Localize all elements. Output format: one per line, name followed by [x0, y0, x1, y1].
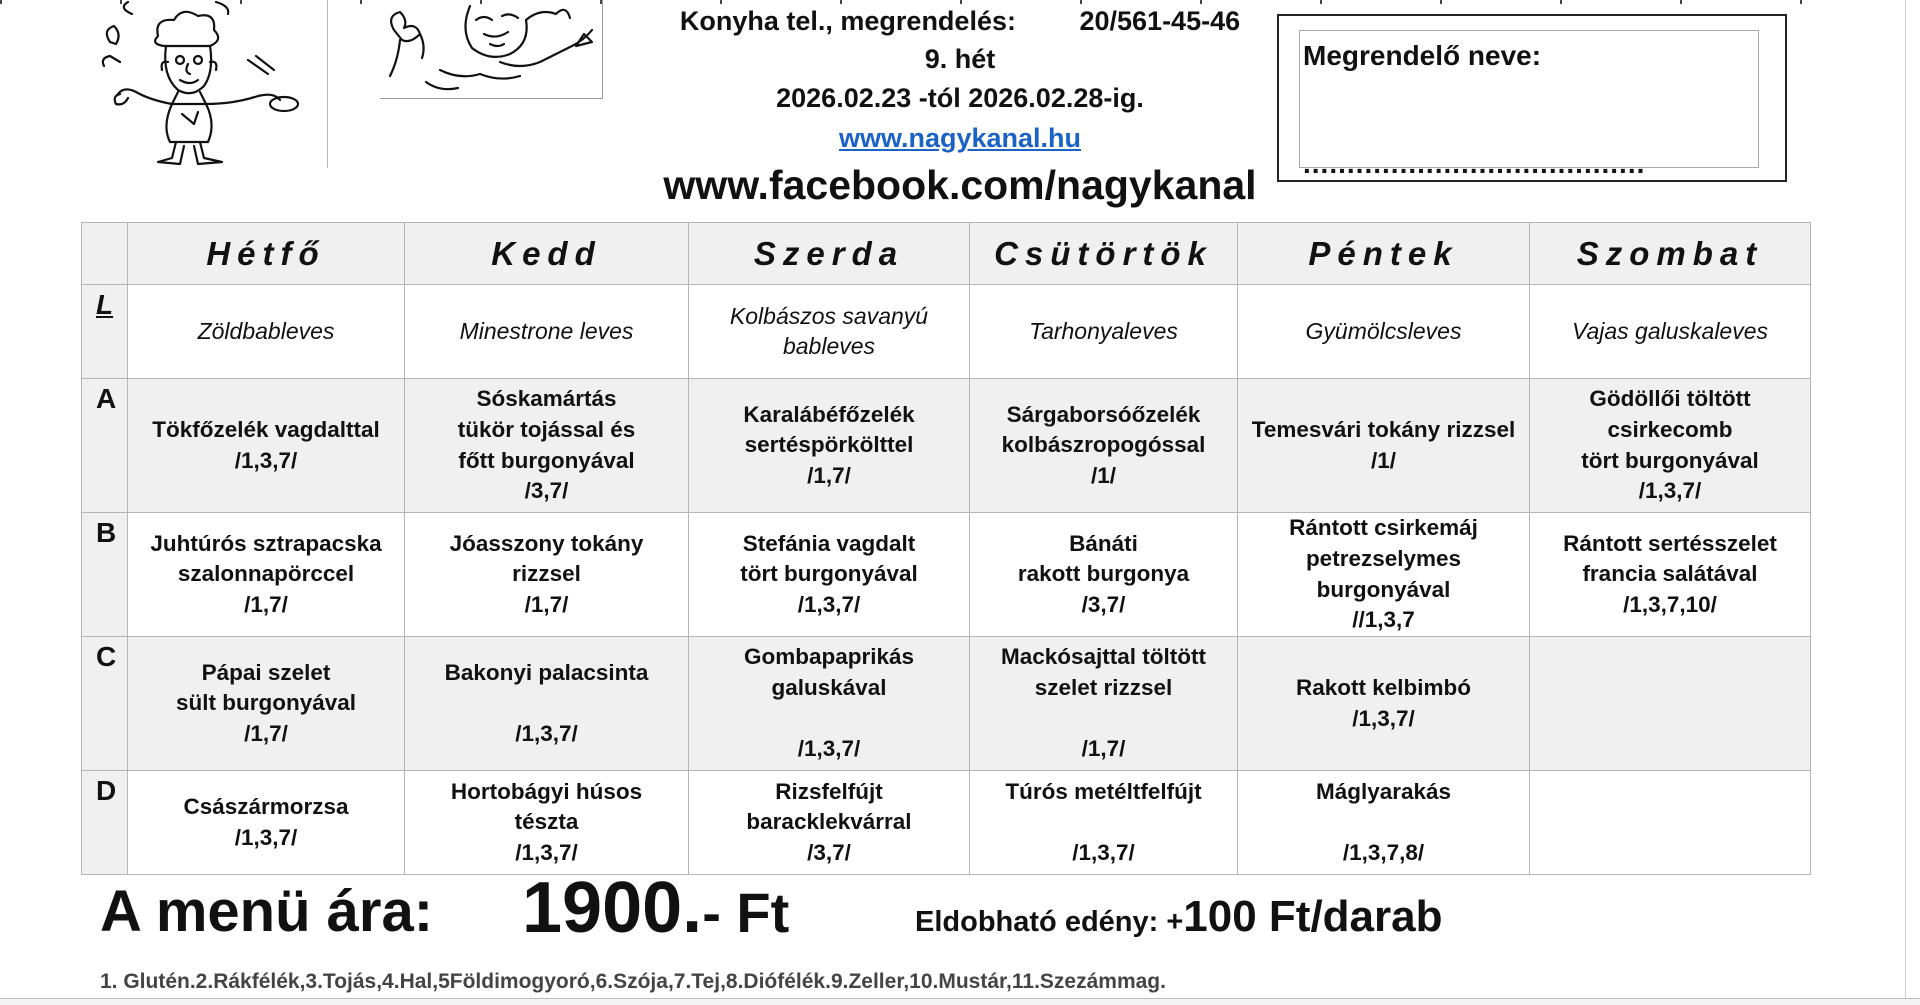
disposable-amount: 100 Ft/darab — [1183, 892, 1443, 941]
dish-cell[interactable] — [405, 771, 689, 875]
dish-line — [970, 807, 1237, 838]
dish-line: baracklekvárral — [746, 809, 912, 835]
soup-cell[interactable] — [689, 285, 970, 379]
dish-line: Császármorzsa — [183, 793, 349, 819]
corner-cell — [82, 223, 128, 285]
dish-cell[interactable] — [689, 379, 970, 513]
dish-line: Mackósajttal töltött — [1000, 644, 1207, 670]
dish-line: Jóasszony tokány — [449, 530, 644, 556]
dish-line: /1,3,7/ — [234, 824, 298, 850]
dish-line: Sóskamártás — [476, 386, 617, 412]
right-edge — [1905, 0, 1906, 998]
dish-line: Rántott csirkemáj — [1289, 515, 1478, 541]
dish-line: Vajas galuskaleves — [1571, 317, 1769, 344]
orderer-name-dotted-line: ....................................... — [1303, 148, 1646, 179]
dish-line: /1,3,7/ — [1352, 705, 1415, 731]
dish-line: Túrós metéltfelfújt — [1005, 778, 1202, 804]
dish-line: tészta — [514, 809, 579, 835]
dish-line: burgonyával — [1316, 576, 1451, 602]
dish-line: Rizsfelfújt — [775, 778, 883, 804]
soup-cell[interactable] — [405, 285, 689, 379]
soup-cell[interactable] — [1530, 285, 1811, 379]
dish-cell[interactable] — [405, 637, 689, 771]
dish-line: /1/ — [1090, 462, 1117, 488]
dish-line: /1,3,7/ — [797, 591, 861, 617]
dish-line: Juhtúrós sztrapacska — [150, 530, 382, 556]
week-number: 9. hét — [924, 44, 996, 74]
dish-line: /1,3,7,10/ — [1623, 591, 1717, 617]
dish-cell[interactable] — [689, 637, 970, 771]
dish-cell[interactable] — [128, 637, 405, 771]
allergen-legend: 1. Glutén.2.Rákfélék,3.Tojás,4.Hal,5Földimogyoró,6.Szója,7.Tej,8.Diófélék.9.Zeller,10.Mustár,11.Szezámmag. — [100, 970, 1166, 993]
menu-row-b — [82, 513, 1811, 637]
dish-line: Bakonyi palacsinta — [444, 659, 649, 685]
dish-cell[interactable] — [689, 513, 970, 637]
dish-line: Kolbászos savanyú — [729, 302, 929, 329]
menu-price-label: A menü ára: — [100, 879, 434, 944]
dish-line: /1,7/ — [1081, 736, 1126, 762]
row-label: L — [82, 285, 128, 379]
dish-line: /1,3,7/ — [515, 720, 578, 746]
dish-cell[interactable] — [1530, 379, 1811, 513]
dish-line: /1,7/ — [244, 591, 288, 617]
dish-line: Rakott kelbimbó — [1295, 674, 1472, 700]
dish-line — [1238, 807, 1529, 838]
soup-cell[interactable] — [1238, 285, 1530, 379]
bottom-border — [0, 998, 1920, 1005]
dish-cell[interactable] — [405, 379, 689, 513]
dish-line: Zöldbableves — [197, 317, 335, 344]
kitchen-phone-line — [620, 8, 1300, 35]
dish-cell[interactable] — [405, 513, 689, 637]
dish-line — [689, 704, 969, 735]
phone-number[interactable]: 20/561-45-46 — [1079, 6, 1241, 36]
dish-line: Karalábéfőzelék — [743, 401, 915, 427]
weekly-menu-table — [81, 222, 1811, 875]
menu-body — [82, 285, 1811, 875]
dish-line: Rántott sertésszelet — [1563, 530, 1777, 556]
dish-line: csirkecomb — [1607, 416, 1733, 442]
juggling-chef-illustration — [98, 0, 308, 170]
menu-price-value — [522, 867, 789, 949]
dish-line: Gyümölcsleves — [1305, 317, 1462, 344]
facebook-address: www.facebook.com/nagykanal — [663, 162, 1257, 208]
dish-line: /1/ — [1370, 447, 1397, 473]
menu-row-l — [82, 285, 1811, 379]
dish-line: főtt burgonyával — [458, 447, 635, 473]
row-label: A — [82, 379, 128, 513]
dish-line: Tökfőzelék vagdalttal — [152, 416, 380, 442]
dish-line: galuskával — [771, 674, 887, 700]
phone-label: Konyha tel., megrendelés: — [679, 6, 1016, 36]
dish-cell[interactable] — [128, 771, 405, 875]
dish-line: szalonnapörccel — [177, 561, 355, 587]
soup-cell[interactable] — [128, 285, 405, 379]
disposable-container-fee — [915, 892, 1443, 942]
row-label: D — [82, 771, 128, 875]
dish-line: Gödöllői töltött — [1589, 386, 1751, 412]
dish-cell[interactable] — [1238, 513, 1530, 637]
dish-cell[interactable] — [970, 379, 1238, 513]
dish-line: /3,7/ — [524, 478, 569, 504]
dish-cell[interactable] — [1238, 771, 1530, 875]
dish-line: /1,3,7/ — [1072, 839, 1135, 865]
dish-cell[interactable] — [128, 513, 405, 637]
dish-line: /1,7/ — [524, 591, 569, 617]
menu-row-d — [82, 771, 1811, 875]
dish-line: /1,3,7/ — [234, 447, 298, 473]
dish-line: Sárgaborsóőzelék — [1006, 401, 1201, 427]
dish-line: rakott burgonya — [1017, 561, 1190, 587]
day-header-thursday: Csütörtök — [970, 223, 1238, 285]
dish-line: Hortobágyi húsos — [450, 778, 643, 804]
dish-line: sertéspörkölttel — [744, 432, 914, 458]
dish-cell[interactable] — [1530, 513, 1811, 637]
dish-cell[interactable] — [128, 379, 405, 513]
dish-line: /1,3,7/ — [797, 736, 861, 762]
day-header-friday: Péntek — [1238, 223, 1530, 285]
dish-cell[interactable] — [1238, 379, 1530, 513]
dish-line: Stefánia vagdalt — [742, 530, 916, 556]
dish-cell[interactable] — [1238, 637, 1530, 771]
dish-line: Tarhonyaleves — [1029, 317, 1178, 344]
dish-line: szelet rizzsel — [1034, 674, 1173, 700]
dish-line: /3,7/ — [807, 839, 851, 865]
date-range: 2026.02.23 -tól 2026.02.28-ig. — [776, 83, 1144, 113]
dish-line: /1,7/ — [244, 720, 288, 746]
dish-cell[interactable] — [970, 513, 1238, 637]
day-header-row — [82, 223, 1811, 285]
dish-line: Gombapaprikás — [743, 644, 915, 670]
dish-line: Pápai szelet — [201, 659, 331, 685]
dish-line: Máglyarakás — [1315, 778, 1452, 804]
menu-row-a — [82, 379, 1811, 513]
dish-line: kolbászropogóssal — [1001, 432, 1206, 458]
dish-line: petrezselymes — [1305, 545, 1462, 571]
soup-cell[interactable] — [970, 285, 1238, 379]
dish-line: /1,7/ — [807, 462, 851, 488]
dish-line: tört burgonyával — [1581, 447, 1759, 473]
dish-line: /3,7/ — [1081, 591, 1126, 617]
day-header-monday: Hétfő — [128, 223, 405, 285]
dish-line: /1,3,7,8/ — [1342, 839, 1425, 865]
dish-line: /1,3,7/ — [1638, 478, 1702, 504]
dish-cell[interactable] — [970, 771, 1238, 875]
row-label: B — [82, 513, 128, 637]
dish-line: /1,3,7/ — [515, 839, 578, 865]
website-link[interactable]: www.nagykanal.hu — [838, 123, 1082, 153]
day-header-wednesday: Szerda — [689, 223, 970, 285]
dish-cell — [1530, 637, 1811, 771]
illustration-divider — [327, 0, 328, 168]
dish-line: Minestrone leves — [459, 317, 634, 344]
row-label: C — [82, 637, 128, 771]
menu-row-c — [82, 637, 1811, 771]
dish-line: bableves — [782, 332, 876, 359]
dish-line: tükör tojással és — [457, 416, 636, 442]
dish-line: francia salátával — [1582, 561, 1758, 587]
orderer-name-box — [1277, 14, 1787, 182]
dish-line: rizzsel — [512, 561, 581, 587]
price-currency: - Ft — [702, 881, 790, 944]
price-amount: 1900. — [522, 868, 703, 948]
dish-line: sült burgonyával — [175, 690, 357, 716]
dish-line — [970, 704, 1237, 735]
chef-kiss-illustration — [380, 0, 603, 99]
dish-line: tört burgonyával — [740, 561, 918, 587]
day-header-tuesday: Kedd — [405, 223, 689, 285]
orderer-name-label: Megrendelő neve: — [1303, 40, 1542, 71]
day-header-saturday: Szombat — [1530, 223, 1811, 285]
dish-cell[interactable] — [689, 771, 970, 875]
dish-line: //1,3,7 — [1352, 607, 1415, 633]
dish-cell — [1530, 771, 1811, 875]
dish-cell[interactable] — [970, 637, 1238, 771]
disposable-label: Eldobható edény: + — [915, 906, 1184, 938]
dish-line: Temesvári tokány rizzsel — [1251, 416, 1516, 442]
dish-line: Bánáti — [1069, 530, 1138, 556]
dish-line — [405, 688, 688, 719]
